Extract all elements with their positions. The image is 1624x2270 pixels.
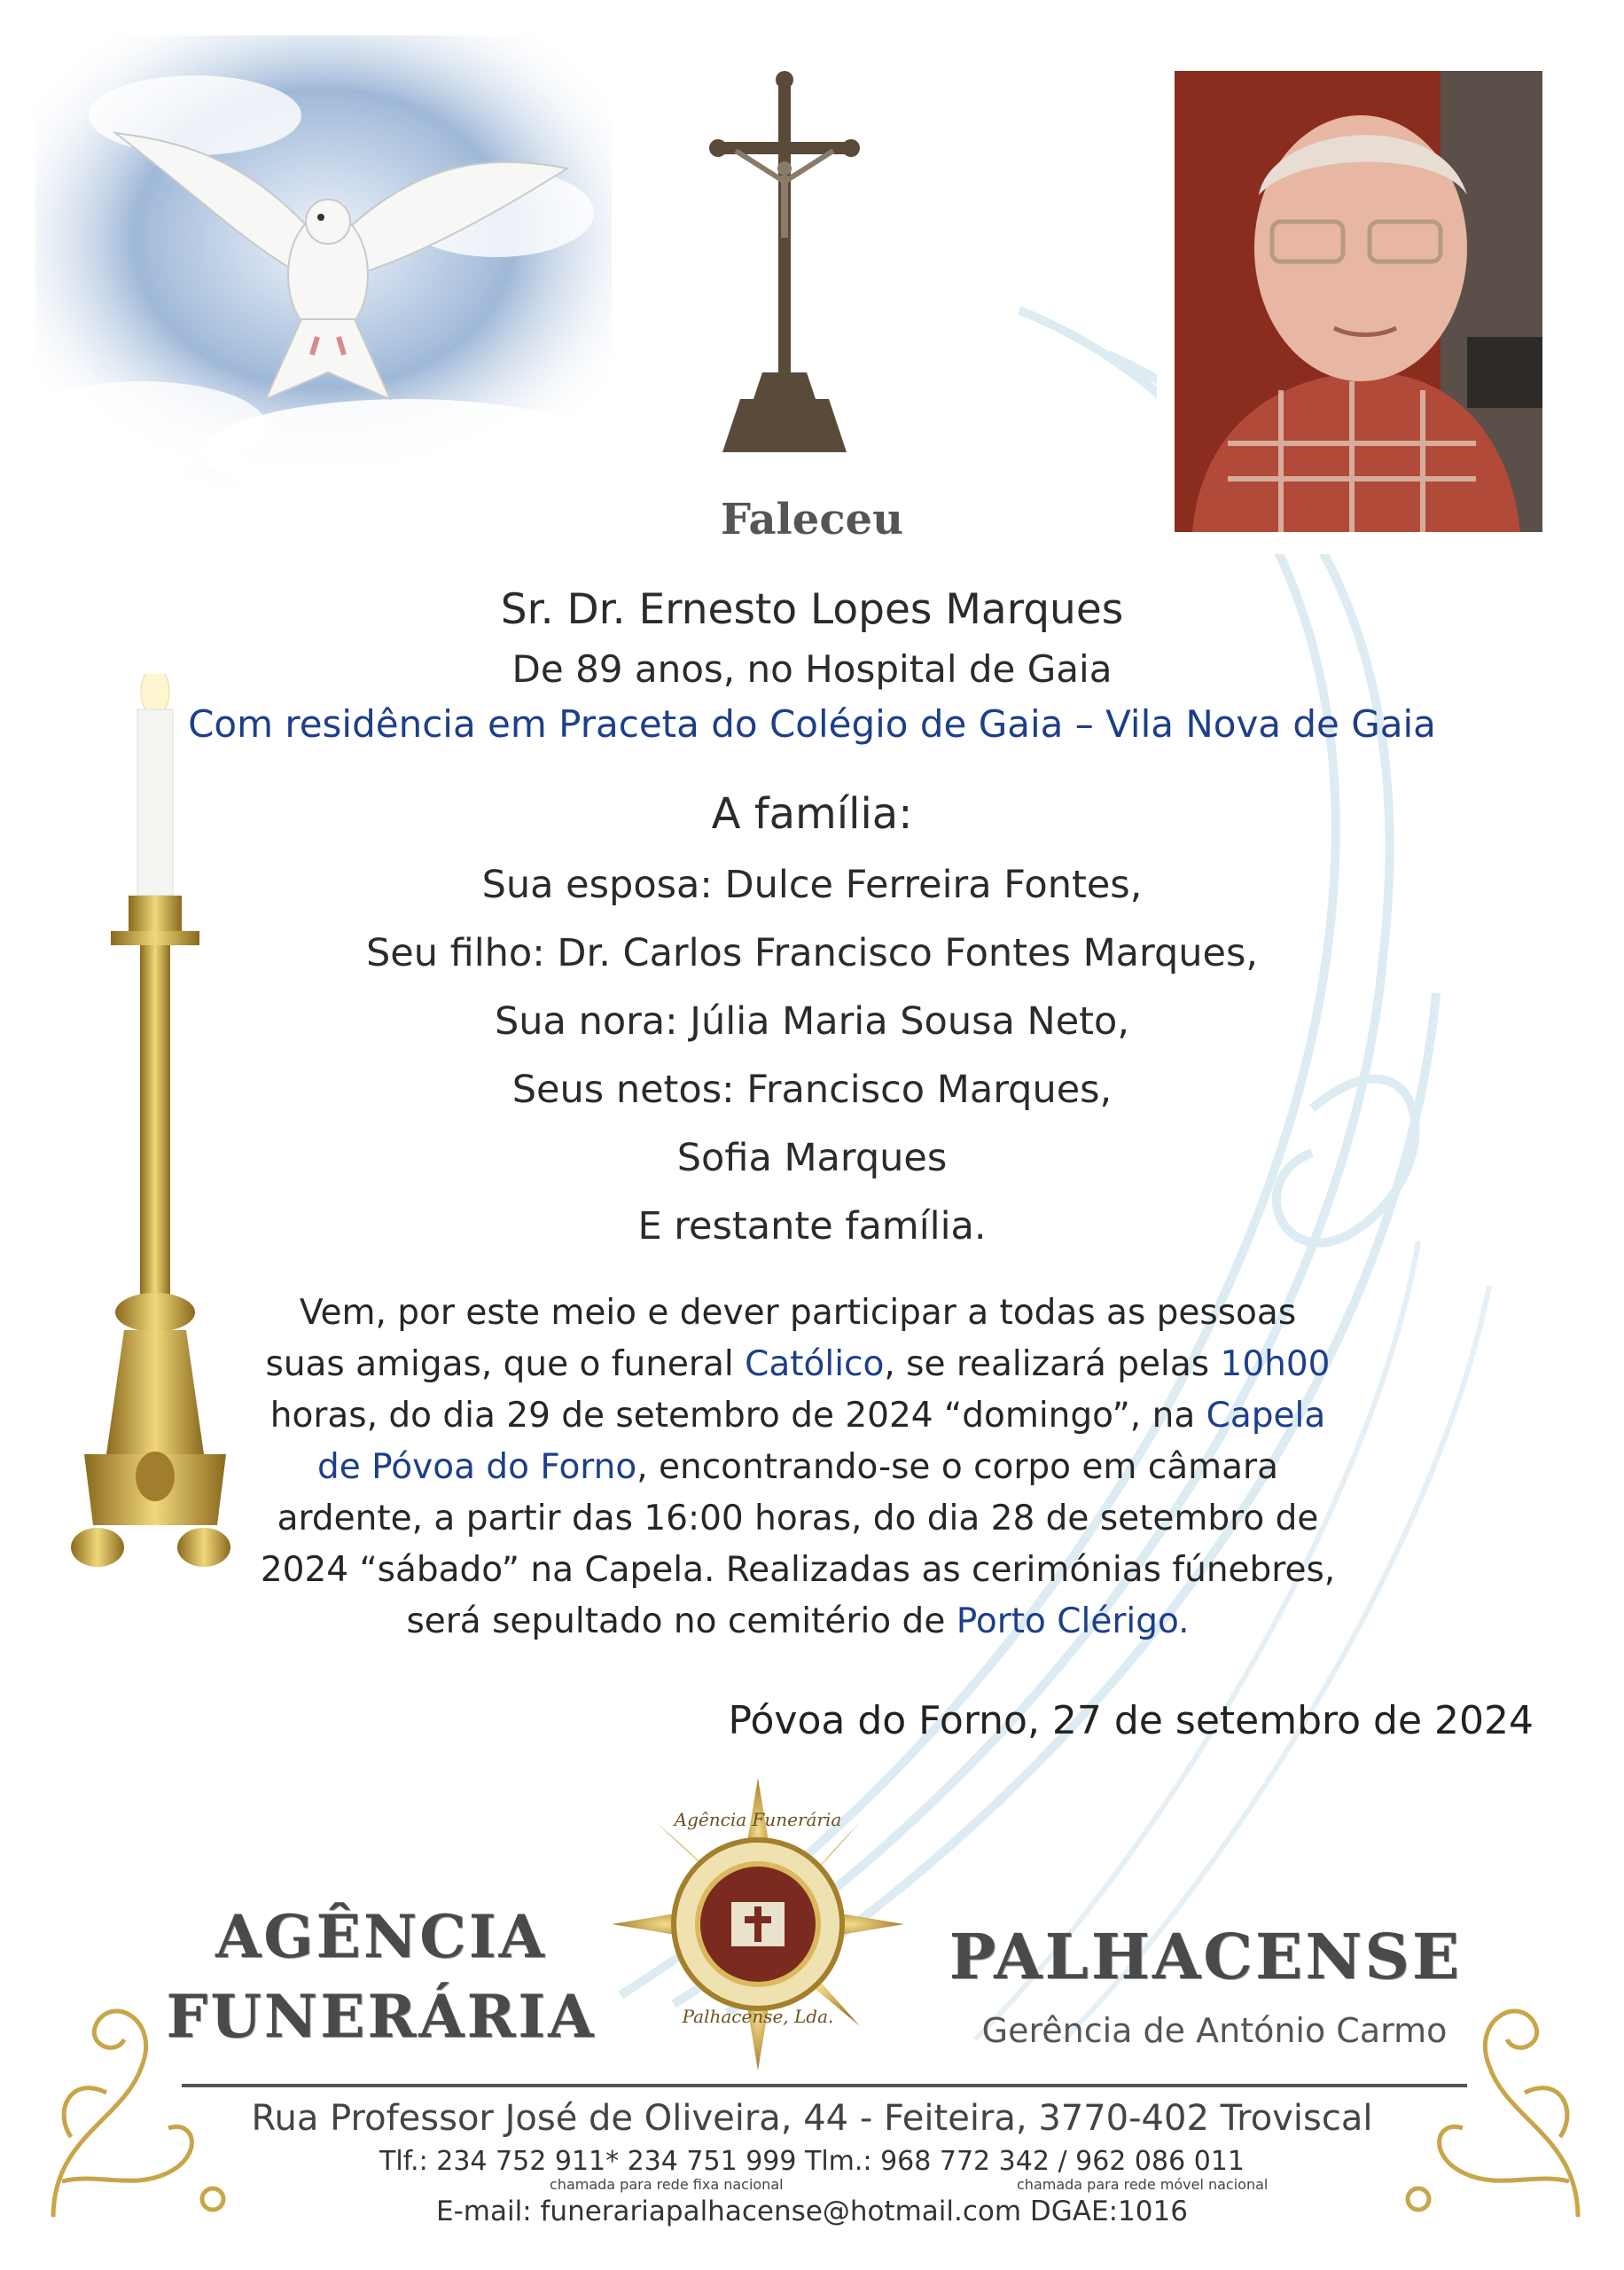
ornament-icon	[1392, 1960, 1596, 2226]
note-fixed-line: chamada para rede fixa nacional	[550, 2176, 784, 2193]
agency-address: Rua Professor José de Oliveira, 44 - Feiteira, 3770-402 Troviscal	[251, 2098, 1373, 2139]
family-line: E restante família.	[637, 1204, 987, 1248]
place-date: Póvoa do Forno, 27 de setembro de 2024	[728, 1698, 1534, 1743]
chapel-name: Capela de Póvoa do Forno	[317, 1396, 1326, 1487]
ornament-icon	[35, 1960, 239, 2226]
family-heading: A família:	[711, 789, 913, 839]
residence: Com residência em Praceta do Colégio de Gaia – Vila Nova de Gaia	[188, 702, 1436, 746]
announcement-text: , encontrando-se o corpo em câmara ardente, a partir das 16:00 horas, do dia 28 de setembro de 2024 “sábado” na Capela. Realizadas as cerimónias fúnebres, será sepultado no cemitério de	[260, 1447, 1336, 1641]
funeral-time: 10h00	[1220, 1344, 1331, 1384]
agency-name-right: PALHACENSE	[949, 1920, 1463, 1993]
announcement-text: , se realizará pelas	[884, 1344, 1221, 1384]
announcement-text: horas, do dia 29 de setembro de 2024 “domingo”, na	[269, 1396, 1206, 1436]
announcement-text: Vem, por este meio e dever participar a todas as pessoas suas amigas, que o funeral	[265, 1293, 1297, 1384]
family-line: Sua nora: Júlia Maria Sousa Neto,	[495, 999, 1129, 1044]
agency-name-left-2: FUNERÁRIA	[166, 1982, 597, 2051]
seal-text-bottom: Palhacense, Lda.	[682, 2006, 834, 2027]
portrait-frame	[1157, 49, 1560, 554]
family-line: Sua esposa: Dulce Ferreira Fontes,	[481, 863, 1143, 907]
agency-management: Gerência de António Carmo	[981, 2011, 1448, 2050]
deceased-name: Sr. Dr. Ernesto Lopes Marques	[500, 585, 1124, 634]
title-faleceu: Faleceu	[721, 495, 903, 544]
age-place: De 89 anos, no Hospital de Gaia	[511, 647, 1113, 691]
announcement-paragraph	[257, 1288, 1339, 1648]
agency-email: E-mail: funerariapalhacense@hotmail.com DGAE:1016	[436, 2196, 1188, 2227]
agency-phones: Tlf.: 234 752 911* 234 751 999 Tlm.: 968 772 342 / 962 086 011	[379, 2146, 1245, 2177]
family-line: Seu filho: Dr. Carlos Francisco Fontes Marques,	[365, 931, 1259, 975]
dove-image	[35, 35, 612, 488]
footer-divider	[182, 2084, 1467, 2087]
portrait-photo	[1175, 71, 1542, 532]
religion: Católico	[745, 1344, 885, 1384]
cemetery-name: Porto Clérigo.	[956, 1601, 1190, 1641]
crucifix-icon	[709, 71, 860, 461]
family-line: Seus netos: Francisco Marques,	[511, 1068, 1113, 1112]
seal-text-top: Agência Funerária	[674, 1809, 842, 1830]
agency-name-left-1: AGÊNCIA	[215, 1902, 547, 1971]
family-line: Sofia Marques	[676, 1136, 948, 1180]
note-mobile-line: chamada para rede móvel nacional	[1017, 2176, 1269, 2193]
